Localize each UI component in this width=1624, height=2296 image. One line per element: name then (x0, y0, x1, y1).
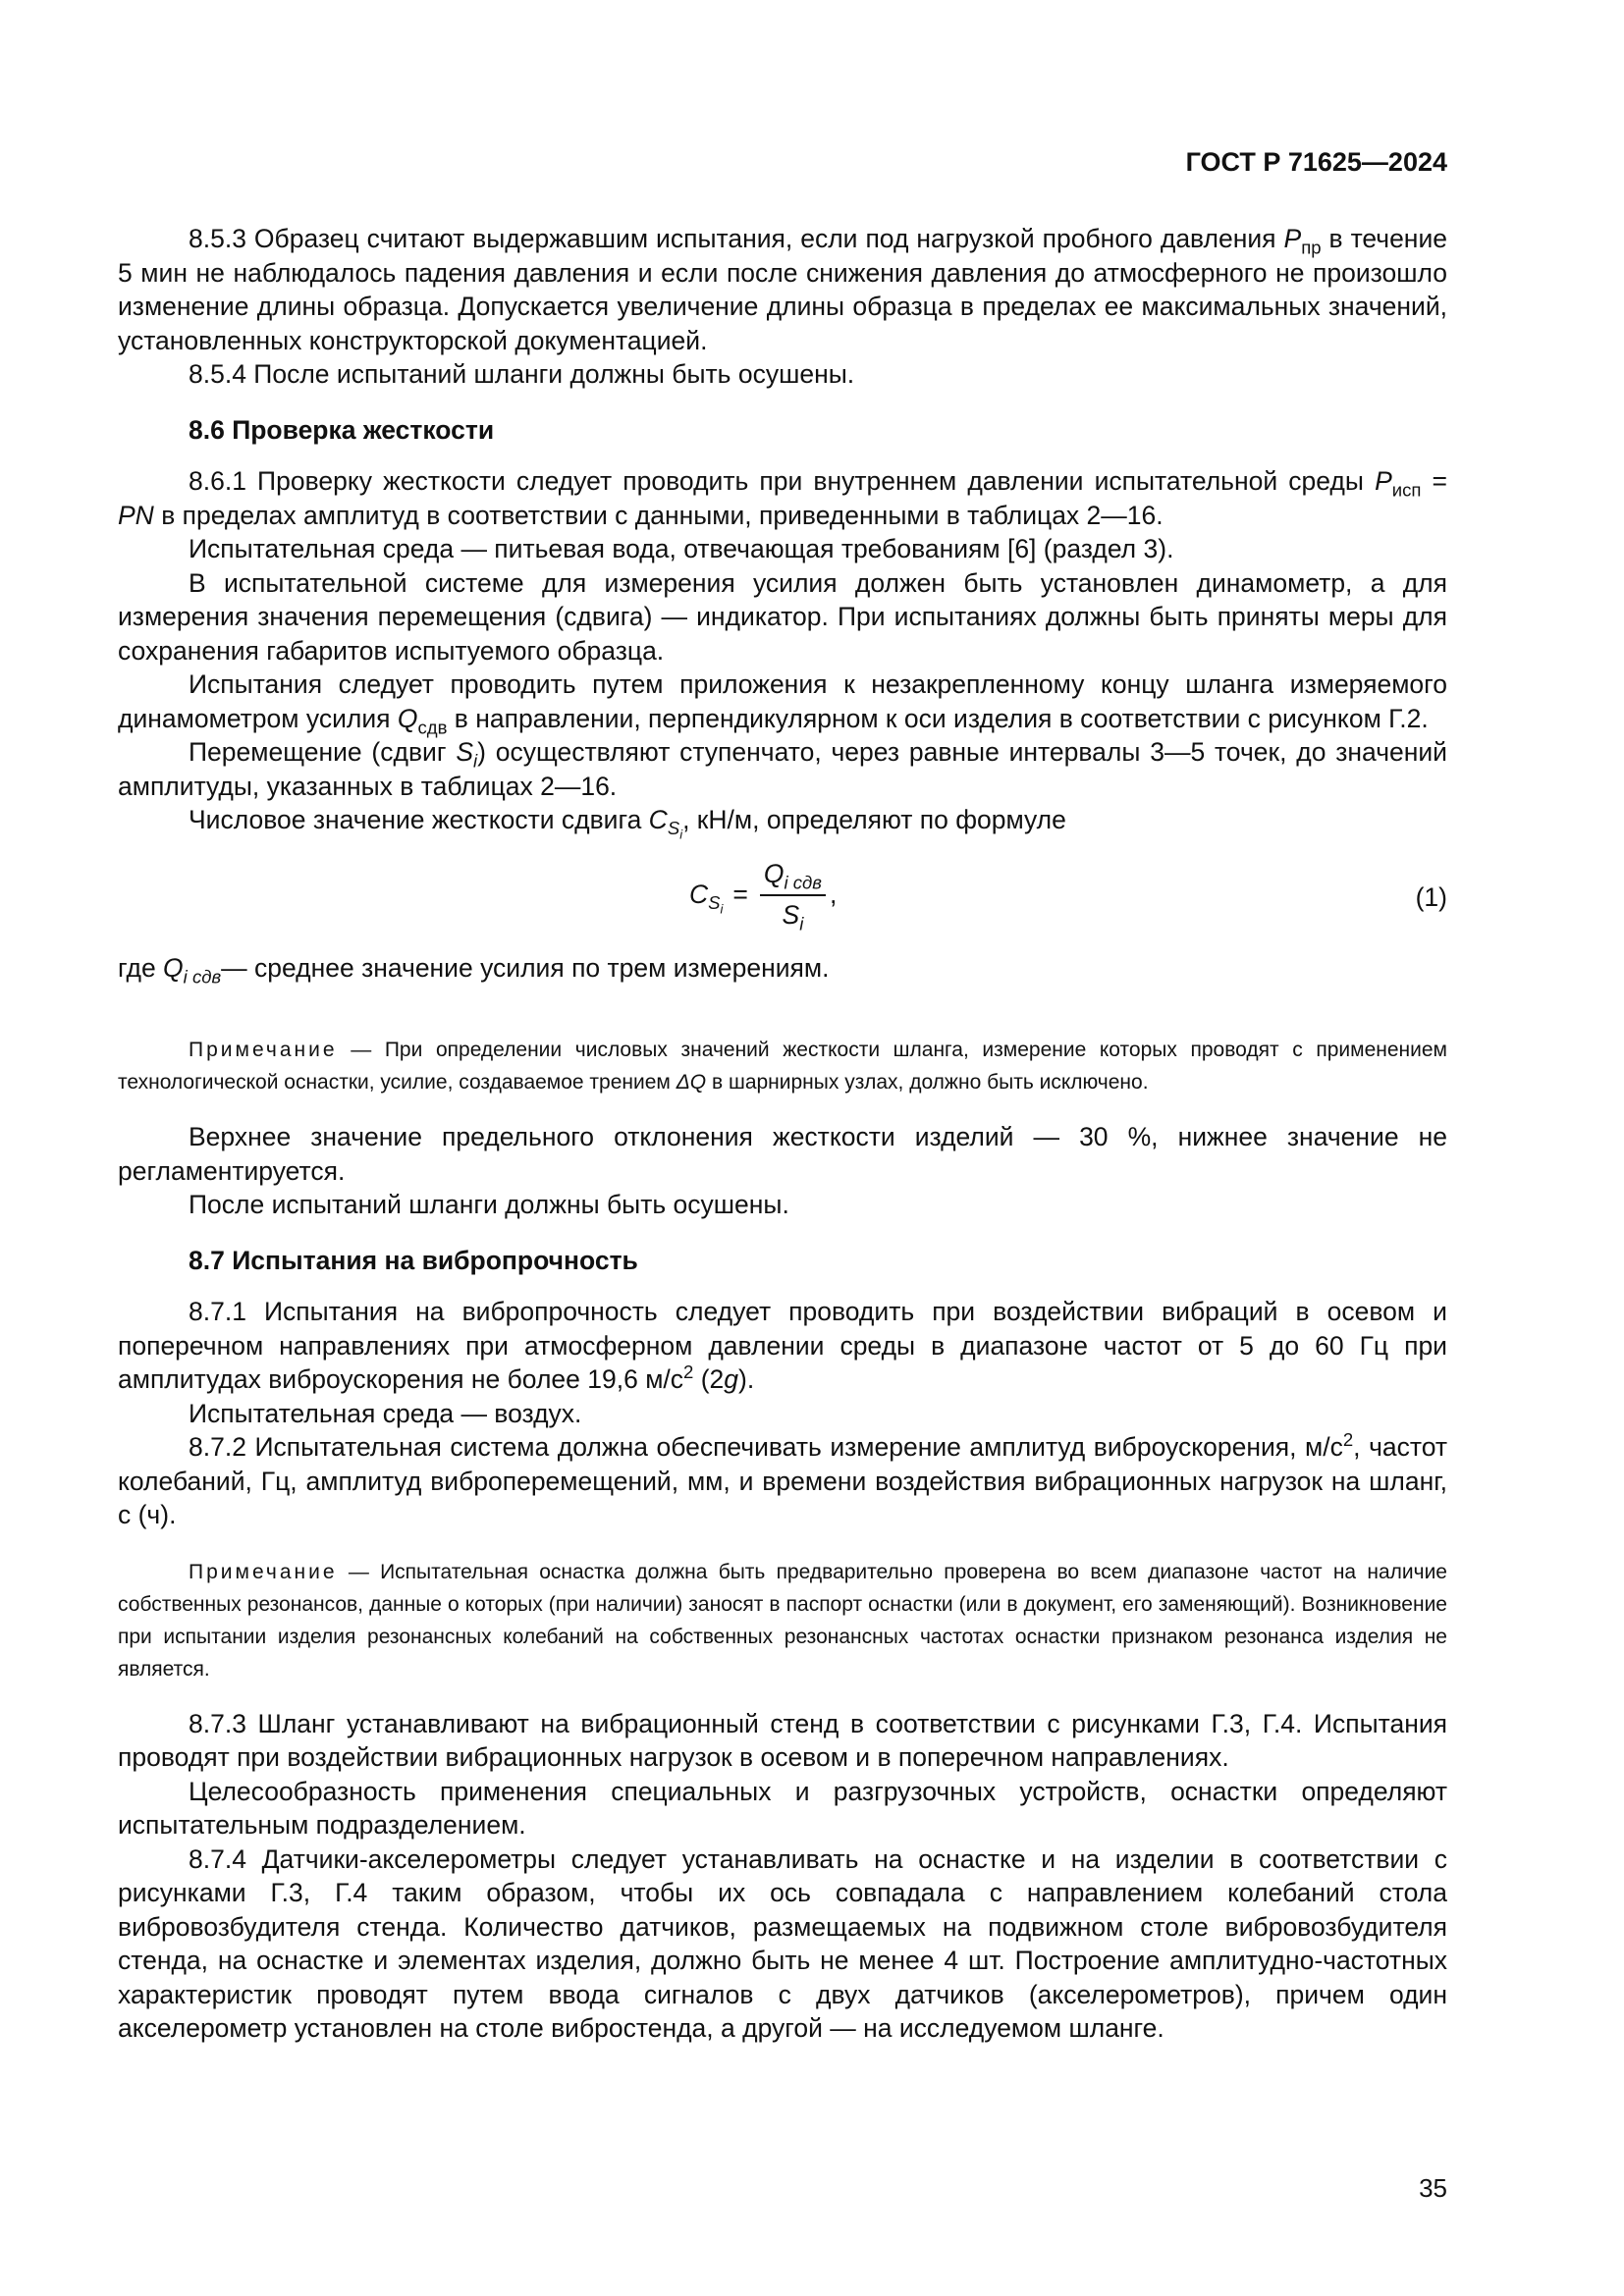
paragraph-stiffness-value: Числовое значение жесткости сдвига $C_{S_i}$, кН/м, определяют по формуле (189, 805, 1066, 842)
paragraph-drying: После испытаний шланги должны быть осушены. (189, 1190, 789, 1219)
formula-explanation: где $Q_{i сдв}—$ среднее значение усилия по трем измерениям. (118, 952, 830, 987)
page-number: 35 (1419, 2173, 1447, 2203)
paragraph-force-application: Испытания следует проводить путем приложения к незакрепленному концу шланга измеряемого динамометром усилия $Q_{сдв}$ в направлении, перпендикулярном к оси изделия в соответствии с рисунком Г.2. (118, 669, 1447, 737)
formula-number: (1) (1415, 881, 1447, 912)
paragraph-8-7-3: 8.7.3 Шланг устанавливают на вибрационный стенд в соответствии с рисунками Г.3, Г.4. Испытания проводят при воздействии вибрационных нагрузок в осевом и в поперечном направлениях. (118, 1708, 1447, 1772)
section-heading-8-7: 8.7 Испытания на вибропрочность (189, 1245, 638, 1275)
paragraph-test-medium-air: Испытательная среда — воздух. (189, 1398, 582, 1428)
note-label: Примечание (189, 1039, 338, 1061)
formula-comma: , (829, 879, 838, 909)
paragraph-test-medium: Испытательная среда — питьевая вода, отвечающая требованиям [6] (раздел 3). (189, 534, 1174, 563)
document-body (118, 222, 1447, 2046)
formula-expression (689, 857, 837, 933)
paragraph-8-6-1: 8.6.1 Проверку жесткости следует проводить при внутреннем давлении испытательной среды $P_{исп}$ = PN в пределах амплитуд в соответствии с данными, приведенными в таблицах 2—16. (118, 466, 1448, 530)
document-header: ГОСТ Р 71625—2024 (1185, 147, 1447, 177)
paragraph-displacement: Перемещение (сдвиг $S_i$) осуществляют ступенчато, через равные интервалы 3—5 точек, до значений амплитуды, указанных в таблицах 2—16. (118, 737, 1447, 801)
paragraph-8-7-4: 8.7.4 Датчики-акселерометры следует устанавливать на оснастке и на изделии в соответствии с рисунками Г.3, Г.4 таким образом, чтобы их ось совпадала с направлением колебаний стола вибровозбудителя стенда. Количество датчиков, размещаемых на подвижном столе вибровозбудителя стенда, на оснастке и элементах изделия, должно быть не менее 4 шт. Построение амплитудно-частотных характеристик проводят путем ввода сигналов с двух датчиков (акселерометров), причем один акселерометр установлен на столе вибростенда, а другой — на исследуемом шланге. (118, 1843, 1447, 2043)
paragraph-8-5-4: 8.5.4 После испытаний шланги должны быть осушены. (189, 359, 855, 389)
paragraph-tolerance: Верхнее значение предельного отклонения жесткости изделий — 30 %, нижнее значение не регламентируется. (118, 1122, 1447, 1186)
formula-denominator: $S_i$ (782, 900, 804, 934)
paragraph-8-7-2: 8.7.2 Испытательная система должна обеспечивать измерение амплитуд виброускорения, $м/с^2$, частот колебаний, Гц, амплитуд виброперемещений, мм, и времени воздействия вибрационных нагрузок на шланг, с (ч). (118, 1429, 1447, 1529)
note-1: Примечание — При определении числовых значений жесткости шланга, измерение которых проводят с применением технологической оснастки, усилие, создаваемое трением ΔQ в шарнирных узлах, должно быть исключено. (118, 1039, 1447, 1094)
formula-numerator: $Q_{i сдв}$ (760, 857, 826, 897)
paragraph-8-7-1: 8.7.1 Испытания на вибропрочность следует проводить при воздействии вибраций в осевом и поперечном направлениях при атмосферном давлении среды в диапазоне частот от 5 до 60 Гц при амплитудах виброускорения не более 19,6 $м/с^2$ (2g). (118, 1297, 1447, 1394)
formula-lhs: $C_{S_i}$ (689, 879, 724, 917)
note-label: Примечание (189, 1560, 338, 1583)
paragraph-dynamometer: В испытательной системе для измерения усилия должен быть установлен динамометр, а для измерения значения перемещения (сдвига) — индикатор. При испытаниях должны быть приняты меры для сохранения габаритов испытуемого образца. (118, 567, 1447, 666)
paragraph-fixtures: Целесообразность применения специальных и разгрузочных устройств, оснастки определяют испытательным подразделением. (118, 1776, 1447, 1840)
formula-equals: = (732, 879, 748, 909)
formula-fraction (760, 857, 826, 933)
note-2: Примечание — Испытательная оснастка должна быть предварительно проверена во всем диапазоне частот на наличие собственных резонансов, данные о которых (при наличии) заносят в паспорт оснастки (или в документ, его заменяющий). Возникновение при испытании изделия резонансных колебаний на собственных резонансных частотах оснастки признаком резонанса изделия не является. (118, 1560, 1447, 1681)
section-heading-8-6: 8.6 Проверка жесткости (189, 414, 495, 445)
paragraph-8-5-3: 8.5.3 Образец считают выдержавшим испытания, если под нагрузкой пробного давления $P_{пр}$ в течение 5 мин не наблюдалось падения давления и если после снижения давления до атмосферного не произошло изменение длины образца. Допускается увеличение длины образца в пределах ее максимальных значений, установленных конструкторской документацией. (118, 224, 1447, 355)
formula-1 (118, 845, 1447, 951)
